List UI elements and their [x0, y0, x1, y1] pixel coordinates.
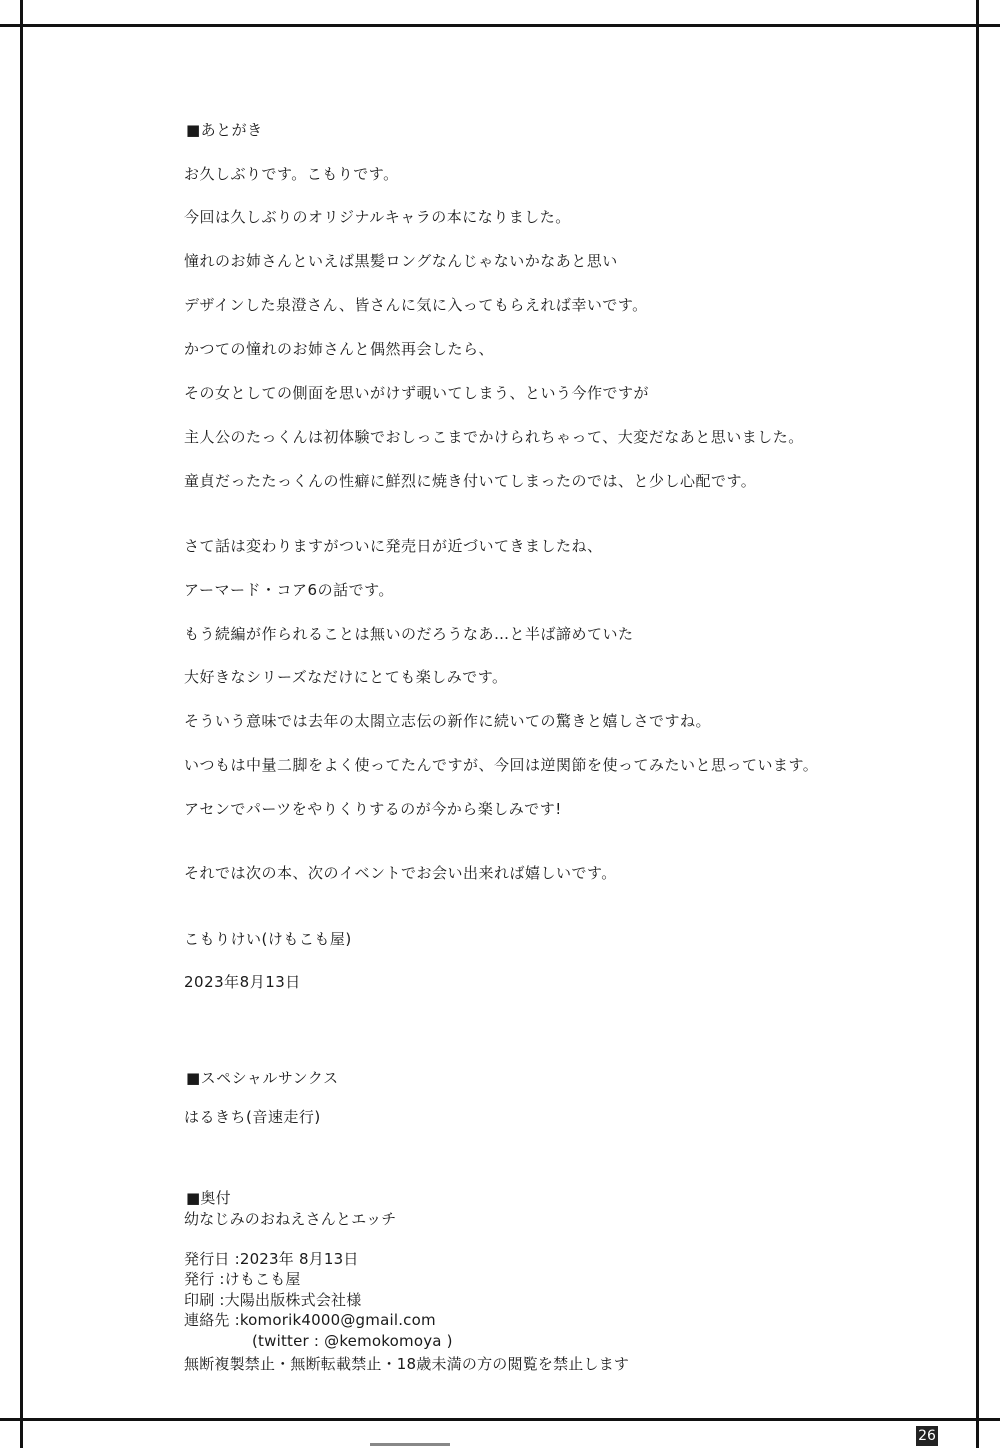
- colophon-book-title: 幼なじみのおねえさんとエッチ: [184, 1210, 397, 1228]
- afterword-line: もう続編が作られることは無いのだろうなあ…と半ば諦めていた: [184, 625, 634, 643]
- special-thanks-heading: ■スペシャルサンクス: [186, 1069, 339, 1087]
- afterword-line: 主人公のたっくんは初体験でおしっこまでかけられちゃって、大変だなあと思いました。: [184, 428, 804, 446]
- afterword-line: 童貞だったたっくんの性癖に鮮烈に焼き付いてしまったのでは、と少し心配です。: [184, 472, 757, 490]
- top-border-line: [0, 24, 1000, 27]
- colophon-publisher: 発行 :けもこも屋: [184, 1270, 301, 1288]
- left-border-line: [20, 0, 23, 1448]
- bottom-mark: [370, 1443, 450, 1446]
- afterword-line: アーマード・コア6の話です。: [184, 581, 394, 599]
- colophon-printer: 印刷 :大陽出版株式会社様: [184, 1291, 362, 1309]
- bottom-border-line: [0, 1418, 1000, 1421]
- afterword-closing: それでは次の本、次のイベントでお会い出来れば嬉しいです。: [184, 864, 617, 882]
- afterword-line: お久しぶりです。こもりです。: [184, 165, 399, 183]
- afterword-date: 2023年8月13日: [184, 973, 301, 991]
- afterword-line: アセンでパーツをやりくりするのが今から楽しみです!: [184, 800, 562, 818]
- afterword-line: 大好きなシリーズなだけにとても楽しみです。: [184, 668, 508, 686]
- afterword-line: 今回は久しぶりのオリジナルキャラの本になりました。: [184, 208, 571, 226]
- colophon-contact-email: 連絡先 :komorik4000@gmail.com: [184, 1311, 436, 1329]
- page-number: 26: [916, 1426, 938, 1446]
- afterword-line: さて話は変わりますがついに発売日が近づいてきましたね、: [184, 537, 603, 555]
- right-border-line: [976, 0, 979, 1448]
- afterword-signature: こもりけい(けもこも屋): [184, 930, 352, 948]
- afterword-line: デザインした泉澄さん、皆さんに気に入ってもらえれば幸いです。: [184, 296, 648, 314]
- special-thanks-name: はるきち(音速走行): [184, 1108, 321, 1126]
- afterword-line: その女としての側面を思いがけず覗いてしまう、という今作ですが: [184, 384, 650, 402]
- colophon-notice: 無断複製禁止・無断転載禁止・18歳未満の方の閲覧を禁止します: [184, 1355, 630, 1373]
- afterword-line: いつもは中量二脚をよく使ってたんですが、今回は逆関節を使ってみたいと思っています。: [184, 756, 819, 774]
- colophon-publish-date: 発行日 :2023年 8月13日: [184, 1250, 359, 1268]
- afterword-line: かつての憧れのお姉さんと偶然再会したら、: [184, 340, 495, 358]
- colophon-twitter: (twitter : @kemokomoya ): [252, 1332, 453, 1350]
- afterword-line: 憧れのお姉さんといえば黒髪ロングなんじゃないかなあと思い: [184, 252, 618, 270]
- afterword-heading: ■あとがき: [186, 121, 263, 139]
- colophon-heading: ■奥付: [186, 1189, 231, 1207]
- afterword-line: そういう意味では去年の太閤立志伝の新作に続いての驚きと嬉しさですね。: [184, 712, 712, 730]
